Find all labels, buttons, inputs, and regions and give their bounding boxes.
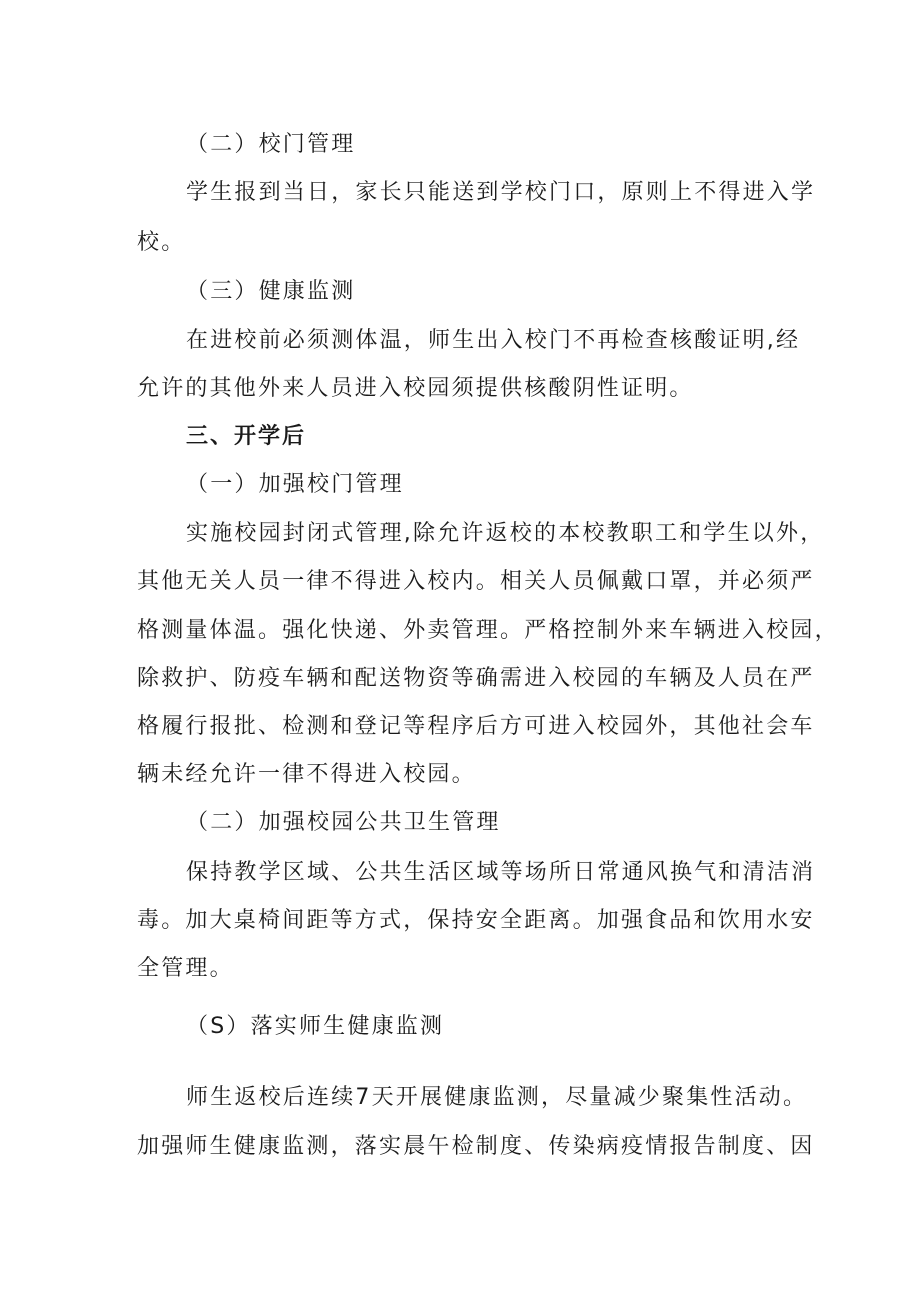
paragraph-line: 在进校前必须测体温，师生出入校门不再检查核酸证明,经	[186, 328, 801, 353]
paragraph-line: 加强师生健康监测，落实晨午检制度、传染病疫情报告制度、因	[137, 1134, 815, 1159]
section-heading-public-hygiene: （二）加强校园公共卫生管理	[186, 810, 501, 835]
paragraph-line: 其他无关人员一律不得进入校内。相关人员佩戴口罩，并必须严	[137, 569, 815, 594]
chapter-heading-after-school-start: 三、开学后	[186, 424, 307, 449]
paragraph-line: 辆未经允许一律不得进入校园。	[137, 762, 476, 787]
paragraph-line: 校。	[137, 230, 186, 255]
section-heading-teacher-student-health: （S）落实师生健康监测	[186, 1014, 445, 1039]
paragraph-line: 允许的其他外来人员进入校园须提供核酸阴性证明。	[137, 376, 694, 401]
paragraph-line: 格测量体温。强化快递、外卖管理。严格控制外来车辆进入校园，	[137, 618, 839, 643]
paragraph-line: 全管理。	[137, 956, 234, 981]
paragraph-line: 格履行报批、检测和登记等程序后方可进入校园外，其他社会车	[137, 714, 815, 739]
section-heading-health-monitoring: （三）健康监测	[186, 279, 356, 304]
paragraph-line: 保持教学区域、公共生活区域等场所日常通风换气和清洁消	[186, 860, 816, 885]
paragraph-line: 学生报到当日，家长只能送到学校门口，原则上不得进入学	[186, 180, 816, 205]
section-heading-strengthen-gate: （一）加强校门管理	[186, 472, 404, 497]
paragraph-line: 师生返校后连续7天开展健康监测，尽量减少聚集性活动。	[186, 1085, 808, 1110]
paragraph-line: 实施校园封闭式管理,除允许返校的本校教职工和学生以外，	[186, 521, 825, 546]
section-heading-gate-management: （二）校门管理	[186, 132, 356, 157]
paragraph-line: 除救护、防疫车辆和配送物资等确需进入校园的车辆及人员在严	[137, 666, 815, 691]
paragraph-line: 毒。加大桌椅间距等方式，保持安全距离。加强食品和饮用水安	[137, 908, 815, 933]
